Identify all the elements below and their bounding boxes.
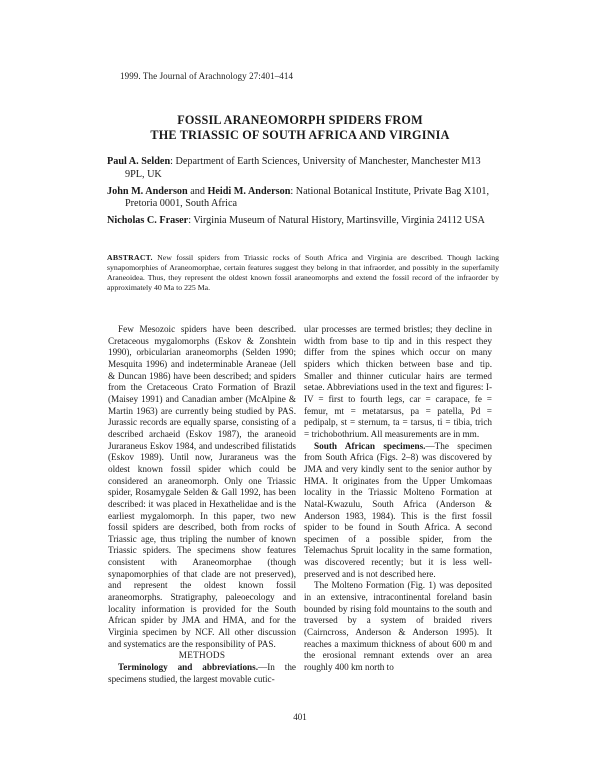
subsection-heading: Terminology and abbreviations.: [118, 662, 259, 673]
title-line-1: FOSSIL ARANEOMORPH SPIDERS FROM: [177, 113, 423, 127]
author-list: [107, 156, 499, 232]
paragraph-text: —The specimen from South Africa (Figs. 2–8) was discovered by JMA and very kindly sent to the senior author by HMA. It originates from the Upper Umkomaas locality in the Triassic Molteno Formation at Natal-Kwazulu, South Africa (Anderson & Anderson 1983, 1984). This is the first fossil spider to be found in South Africa. A second specimen of a possible spider, from the Telemachus Spruit locality in the same formation, was discovered recently; but it is less well-preserved and is not described here.: [304, 440, 492, 579]
specimen-paragraph: [304, 441, 492, 581]
paragraph-text: —In the specimens studied, the largest movable cutic-: [108, 662, 296, 684]
continued-paragraph: ular processes are termed bristles; they decline in width from base to tip and in this respect they differ from the spines which occur on many spiders which thicken between base and tip. Smaller and thinner cuticular hairs are termed setae. Abbreviations used in the text and figures: I-IV = first to fourth legs, car = carapace, fe = femur, mt = metatarsus, pa = patella, Pd = pedipalp, st = sternum, ta = tarsus, ti = tibia, trich = trichobothrium. All measurements are in mm.: [304, 324, 492, 439]
title-line-2: THE TRIASSIC OF SOUTH AFRICA AND VIRGINIA: [150, 128, 450, 142]
author-name: Heidi M. Anderson: [207, 185, 291, 197]
geology-paragraph: The Molteno Formation (Fig. 1) was deposited in an extensive, intracontinental foreland basin bounded by rising fold mountains to the south and traversed by a system of braided rivers (Cairncross, Anderson & Anderson 1995). It reaches a maximum thickness of about 600 m and the erosional remnant extends over an area roughly 400 km north to: [304, 580, 492, 673]
body-column-right: [304, 324, 492, 674]
page-number: 401: [293, 712, 307, 722]
section-heading-methods: METHODS: [178, 650, 226, 661]
journal-citation: 1999. The Journal of Arachnology 27:401–414: [120, 71, 294, 81]
author-name: John M. Anderson: [107, 185, 188, 197]
abstract: [107, 253, 499, 293]
subsection-heading: South African specimens.: [314, 440, 426, 451]
body-column-left: [108, 324, 296, 685]
author-affiliation: : Virginia Museum of Natural History, Martinsville, Virginia 24112 USA: [188, 215, 485, 227]
author-affiliation: : Department of Earth Sciences, University of Manchester, Manchester M13 9PL, UK: [125, 156, 481, 180]
author-affiliation: : National Botanical Institute, Private Bag X101, Pretoria 0001, South Africa: [125, 185, 490, 210]
author-entry: [107, 215, 499, 228]
author-name: Nicholas C. Fraser: [107, 215, 189, 227]
author-connector: and: [187, 185, 208, 197]
author-name: Paul A. Selden: [107, 156, 171, 167]
article-title: [100, 113, 500, 143]
author-entry: [107, 156, 499, 181]
intro-paragraph: Few Mesozoic spiders have been described. Cretaceous mygalomorphs (Eskov & Zonshtein 1990), orbicularian araneomorphs (Selden 1990; Mesquita 1996) and indeterminable Araneae (Jell & Duncan 1986) have been described; and spiders from the Cretaceous Crato Formation of Brazil (Maisey 1991) and Canadian amber (McAlpine & Martin 1963) are currently being studied by PAS. Jurassic records are equally sparse, consisting of a described archaeid (Eskov 1987), the araneoid Juraraneus Eskov 1984, and undescribed filistatids (Eskov 1989). Until now, Juraraneus was the oldest known fossil spider which could be considered an araneomorph. Only one Triassic spider, Rosamygale Selden & Gall 1992, has been described: it was placed in Hexathelidae and is the earliest mygalomorph. In this paper, two new fossil spiders are described, both from rocks of Triassic age, thus tripling the number of known Triassic spiders. The specimens show features consistent with Araneomorphae (though synapomorphies of that clade are not preserved), and represent the oldest known fossil araneomorphs. Stratigraphy, paleoecology and locality information is provided for the South African spider by JMA and HMA, and for the Virginia specimen by NCF. All other discussion and systematics are the responsibility of PAS.: [108, 324, 296, 649]
methods-paragraph: [108, 662, 296, 685]
abstract-label: ABSTRACT.: [107, 253, 153, 262]
author-entry: [107, 186, 499, 211]
abstract-text: New fossil spiders from Triassic rocks of South Africa and Virginia are described. Though lacking synapomorphies of Araneomorphae, certain features suggest they belong in that infraorder, and possibly in the superfamily Araneoidea. Thus, they represent the oldest known fossil araneomorphs and extend the fossil record of the infraorder by approximately 40 Ma to 225 Ma.: [107, 253, 499, 292]
